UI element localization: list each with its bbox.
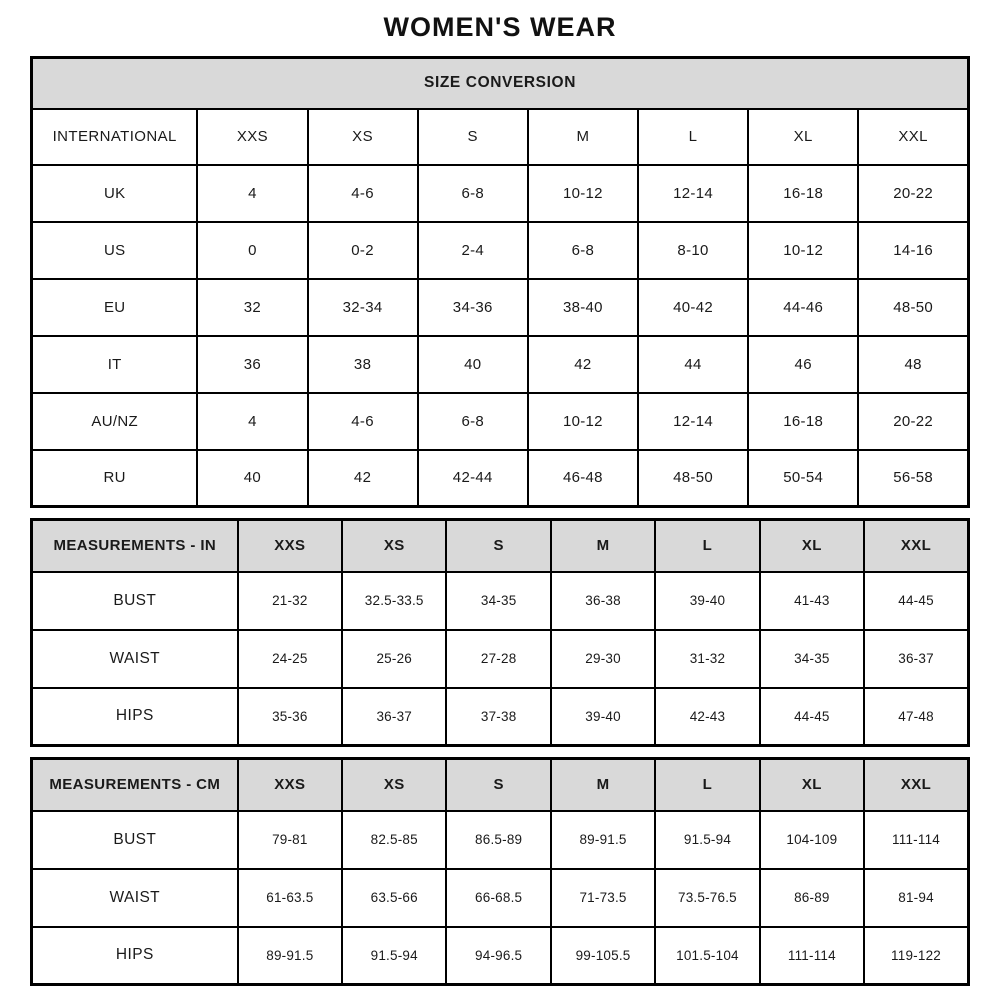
table-row [32,811,969,869]
table-cell: 46 [748,336,858,393]
table-cell: 14-16 [858,222,968,279]
row-label: EU [32,279,198,336]
column-header: XXL [864,520,968,572]
table-cell: 119-122 [864,927,968,985]
measurements-in-header-row [32,520,969,572]
table-row [32,572,969,630]
table-cell: 4-6 [308,393,418,450]
table-row [32,393,969,450]
table-cell: 101.5-104 [655,927,759,985]
column-header: XS [342,759,446,811]
table-cell: 6-8 [418,393,528,450]
measurements-cm-header-row [32,759,969,811]
column-header: XL [760,759,864,811]
column-header: L [655,759,759,811]
column-header: L [655,520,759,572]
table-cell: 99-105.5 [551,927,655,985]
table-row [32,688,969,746]
table-cell: 40 [197,450,307,507]
table-cell: 50-54 [748,450,858,507]
table-cell: 111-114 [760,927,864,985]
table-cell: 71-73.5 [551,869,655,927]
column-header: S [446,520,550,572]
table-cell: 10-12 [528,165,638,222]
measurements-in-table [30,518,970,747]
table-cell: 0 [197,222,307,279]
table-cell: 48-50 [858,279,968,336]
table-cell: 42 [308,450,418,507]
row-label: US [32,222,198,279]
table-cell: 44-45 [864,572,968,630]
table-cell: 82.5-85 [342,811,446,869]
table-cell: 32-34 [308,279,418,336]
table-cell: 81-94 [864,869,968,927]
table-cell: 40-42 [638,279,748,336]
measurements-in-title: MEASUREMENTS - IN [32,520,238,572]
table-cell: 94-96.5 [446,927,550,985]
table-cell: 34-35 [760,630,864,688]
table-row [32,336,969,393]
table-cell: 36-37 [864,630,968,688]
table-cell: 4-6 [308,165,418,222]
table-cell: 6-8 [528,222,638,279]
table-cell: 44-45 [760,688,864,746]
table-cell: 63.5-66 [342,869,446,927]
column-header: INTERNATIONAL [32,109,198,165]
row-label: WAIST [32,869,238,927]
table-cell: 16-18 [748,393,858,450]
table-cell: 48 [858,336,968,393]
column-header: XXL [858,109,968,165]
table-cell: 12-14 [638,165,748,222]
row-label: WAIST [32,630,238,688]
table-cell: 42-44 [418,450,528,507]
row-label: UK [32,165,198,222]
table-cell: 36 [197,336,307,393]
table-cell: 42-43 [655,688,759,746]
column-header: S [418,109,528,165]
row-label: HIPS [32,927,238,985]
column-header: XL [760,520,864,572]
table-row [32,222,969,279]
table-cell: 79-81 [238,811,342,869]
table-row [32,165,969,222]
table-cell: 44-46 [748,279,858,336]
table-cell: 10-12 [528,393,638,450]
column-header: L [638,109,748,165]
measurements-cm-table [30,757,970,986]
table-cell: 21-32 [238,572,342,630]
column-header: XL [748,109,858,165]
table-cell: 12-14 [638,393,748,450]
row-label: BUST [32,811,238,869]
table-cell: 66-68.5 [446,869,550,927]
table-cell: 47-48 [864,688,968,746]
table-cell: 73.5-76.5 [655,869,759,927]
table-cell: 36-38 [551,572,655,630]
table-cell: 24-25 [238,630,342,688]
column-header: XXL [864,759,968,811]
table-cell: 44 [638,336,748,393]
column-header: XS [308,109,418,165]
table-cell: 91.5-94 [655,811,759,869]
table-cell: 36-37 [342,688,446,746]
table-cell: 32 [197,279,307,336]
table-cell: 42 [528,336,638,393]
table-row [32,450,969,507]
table-row [32,279,969,336]
column-header: S [446,759,550,811]
table-cell: 6-8 [418,165,528,222]
table-cell: 10-12 [748,222,858,279]
column-header: XXS [238,520,342,572]
table-cell: 56-58 [858,450,968,507]
row-label: IT [32,336,198,393]
table-row [32,927,969,985]
table-cell: 86-89 [760,869,864,927]
row-label: AU/NZ [32,393,198,450]
table-cell: 34-36 [418,279,528,336]
column-header: XXS [197,109,307,165]
table-cell: 40 [418,336,528,393]
size-header-row [32,109,969,165]
table-cell: 41-43 [760,572,864,630]
table-cell: 89-91.5 [238,927,342,985]
table-cell: 2-4 [418,222,528,279]
table-cell: 25-26 [342,630,446,688]
table-cell: 37-38 [446,688,550,746]
table-cell: 89-91.5 [551,811,655,869]
table-cell: 29-30 [551,630,655,688]
table-cell: 61-63.5 [238,869,342,927]
table-cell: 8-10 [638,222,748,279]
table-cell: 39-40 [655,572,759,630]
table-cell: 20-22 [858,393,968,450]
table-row [32,630,969,688]
table-cell: 35-36 [238,688,342,746]
column-header: M [551,759,655,811]
table-cell: 38-40 [528,279,638,336]
row-label: HIPS [32,688,238,746]
table-cell: 32.5-33.5 [342,572,446,630]
table-cell: 48-50 [638,450,748,507]
size-conversion-title: SIZE CONVERSION [32,58,969,109]
table-row [32,869,969,927]
row-label: BUST [32,572,238,630]
table-cell: 111-114 [864,811,968,869]
measurements-cm-title: MEASUREMENTS - CM [32,759,238,811]
row-label: RU [32,450,198,507]
table-cell: 0-2 [308,222,418,279]
table-cell: 27-28 [446,630,550,688]
table-cell: 38 [308,336,418,393]
table-cell: 104-109 [760,811,864,869]
table-cell: 39-40 [551,688,655,746]
column-header: XXS [238,759,342,811]
column-header: M [551,520,655,572]
table-cell: 86.5-89 [446,811,550,869]
table-cell: 4 [197,165,307,222]
page-title: WOMEN'S WEAR [383,12,617,42]
column-header: XS [342,520,446,572]
table-cell: 34-35 [446,572,550,630]
table-cell: 4 [197,393,307,450]
table-cell: 46-48 [528,450,638,507]
size-conversion-table [30,56,970,508]
table-cell: 91.5-94 [342,927,446,985]
table-cell: 16-18 [748,165,858,222]
table-cell: 31-32 [655,630,759,688]
column-header: M [528,109,638,165]
table-title-row [32,58,969,109]
table-cell: 20-22 [858,165,968,222]
